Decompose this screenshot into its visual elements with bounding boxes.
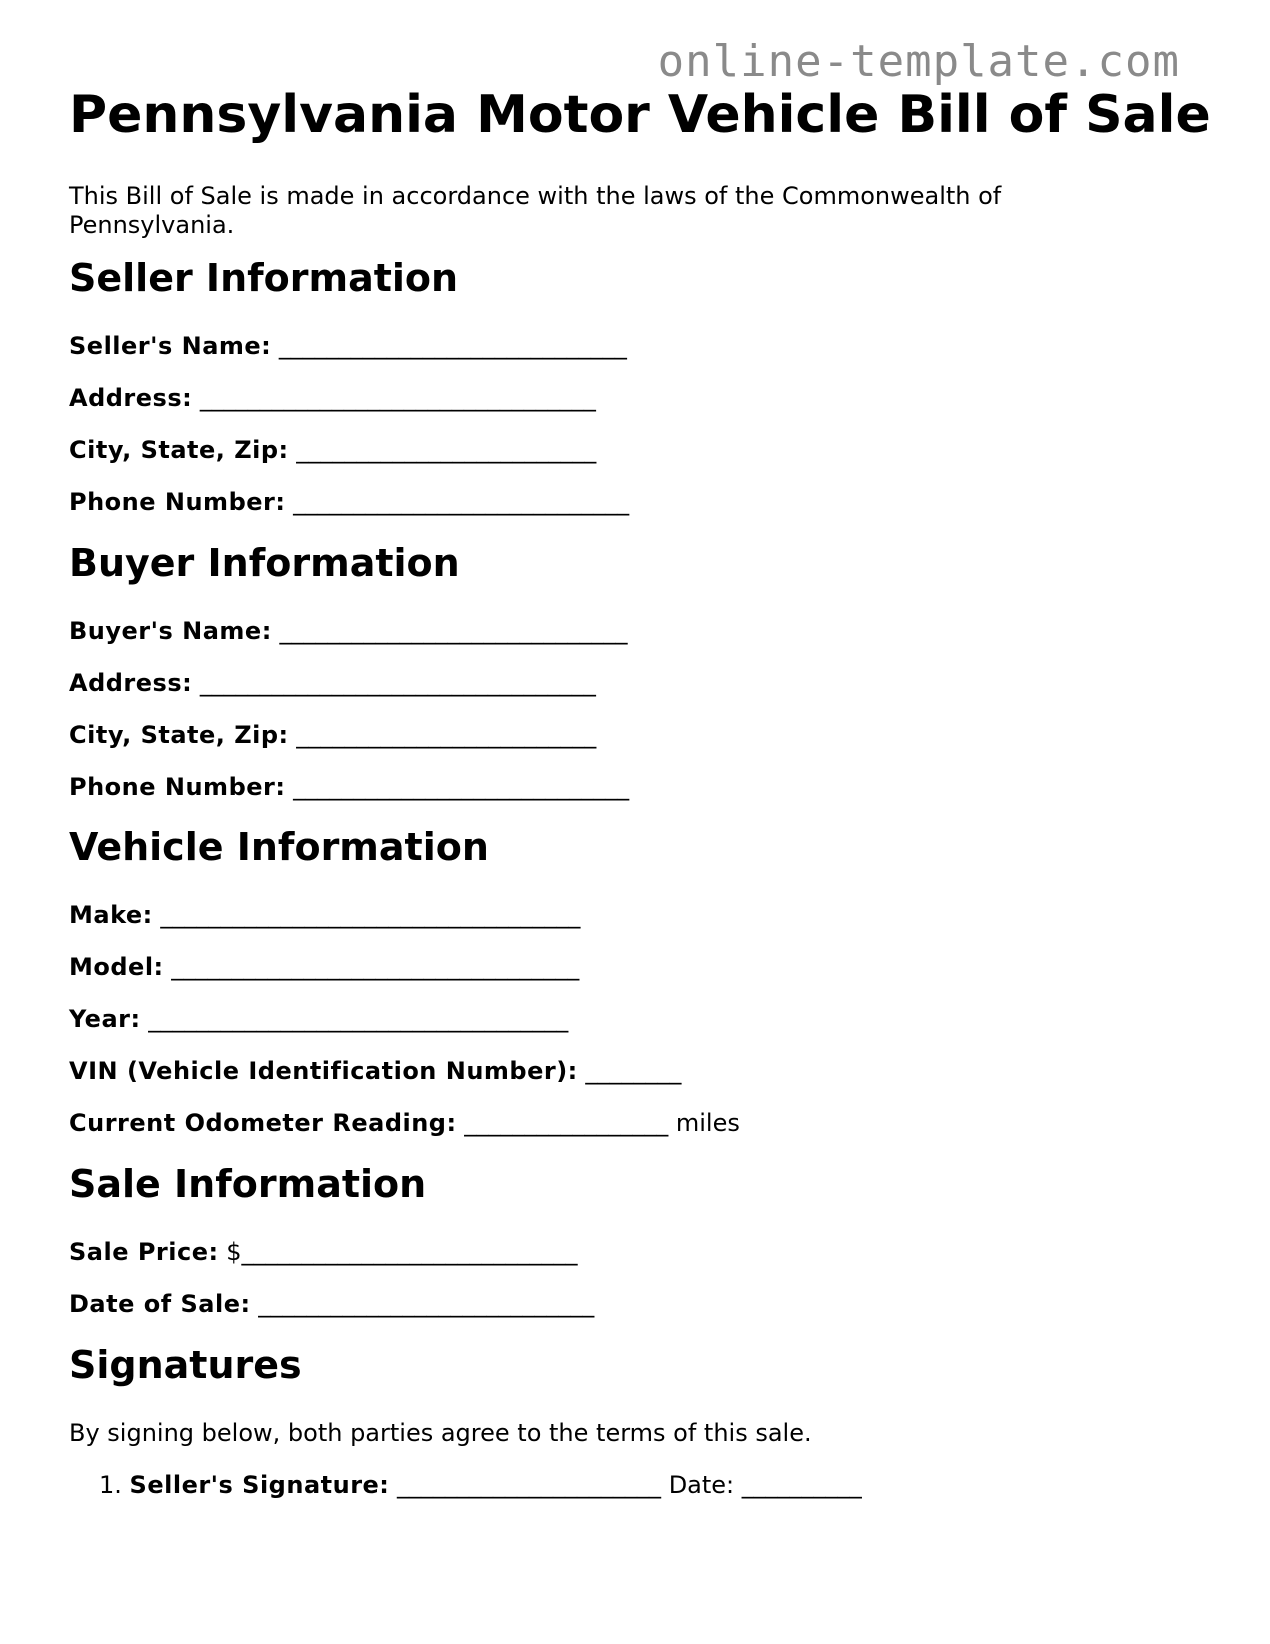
sale-date-label: Date of Sale: — [69, 1290, 251, 1318]
vehicle-model-label: Model: — [69, 953, 164, 981]
intro-text: This Bill of Sale is made in accordance with the laws of the Commonwealth of Pennsylvania. — [69, 182, 1002, 239]
seller-phone-field[interactable] — [69, 487, 629, 517]
seller-address-label: Address: — [69, 384, 193, 412]
seller-phone-label: Phone Number: — [69, 488, 286, 516]
seller-city-field[interactable] — [69, 435, 596, 465]
document-title: Pennsylvania Motor Vehicle Bill of Sale — [69, 85, 1211, 145]
seller-address-blank[interactable]: _________________________________ — [199, 384, 596, 412]
vehicle-year-field[interactable] — [69, 1004, 568, 1034]
buyer-city-blank[interactable]: _________________________ — [296, 721, 597, 749]
vehicle-vin-blank[interactable]: ________ — [585, 1057, 682, 1085]
vehicle-odometer-blank[interactable]: _________________ — [464, 1109, 669, 1137]
signatures-statement: By signing below, both parties agree to the terms of this sale. — [69, 1419, 812, 1447]
seller-name-label: Seller's Name: — [69, 332, 272, 360]
sale-price-field[interactable] — [69, 1237, 578, 1267]
sale-heading: Sale Information — [69, 1162, 427, 1206]
seller-name-field[interactable] — [69, 331, 627, 361]
seller-name-blank[interactable]: _____________________________ — [278, 332, 627, 360]
vehicle-vin-field[interactable] — [69, 1056, 681, 1086]
buyer-address-blank[interactable]: _________________________________ — [199, 669, 596, 697]
buyer-name-blank[interactable]: _____________________________ — [279, 617, 628, 645]
vehicle-odometer-field[interactable] — [69, 1108, 740, 1138]
vehicle-odometer-label: Current Odometer Reading: — [69, 1109, 457, 1137]
sale-date-blank[interactable]: ____________________________ — [258, 1290, 595, 1318]
vehicle-heading: Vehicle Information — [69, 825, 489, 869]
vehicle-make-field[interactable] — [69, 900, 580, 930]
vehicle-make-label: Make: — [69, 901, 153, 929]
vehicle-vin-label: VIN (Vehicle Identification Number): — [69, 1057, 578, 1085]
watermark: online-template.com — [657, 36, 1180, 87]
buyer-phone-blank[interactable]: ____________________________ — [293, 773, 630, 801]
vehicle-odometer-unit: miles — [675, 1109, 740, 1137]
vehicle-model-field[interactable] — [69, 952, 579, 982]
seller-address-field[interactable] — [69, 383, 596, 413]
signatures-heading: Signatures — [69, 1343, 302, 1387]
vehicle-model-blank[interactable]: __________________________________ — [171, 953, 580, 981]
buyer-address-label: Address: — [69, 669, 193, 697]
seller-city-label: City, State, Zip: — [69, 436, 289, 464]
buyer-city-field[interactable] — [69, 720, 596, 750]
buyer-phone-field[interactable] — [69, 772, 629, 802]
buyer-name-label: Buyer's Name: — [69, 617, 272, 645]
signature-date-label: Date: — [668, 1471, 735, 1499]
sale-date-field[interactable] — [69, 1289, 594, 1319]
seller-signature-item[interactable] — [99, 1470, 862, 1500]
sale-price-blank[interactable]: ____________________________ — [241, 1238, 578, 1266]
buyer-phone-label: Phone Number: — [69, 773, 286, 801]
seller-heading: Seller Information — [69, 256, 459, 300]
vehicle-year-blank[interactable]: ___________________________________ — [148, 1005, 569, 1033]
sale-price-label: Sale Price: — [69, 1238, 219, 1266]
buyer-heading: Buyer Information — [69, 541, 460, 585]
vehicle-year-label: Year: — [69, 1005, 141, 1033]
vehicle-make-blank[interactable]: ___________________________________ — [160, 901, 581, 929]
seller-signature-blank[interactable]: ______________________ — [397, 1471, 662, 1499]
signature-date-blank[interactable]: __________ — [741, 1471, 862, 1499]
seller-phone-blank[interactable]: ____________________________ — [293, 488, 630, 516]
buyer-address-field[interactable] — [69, 668, 596, 698]
seller-signature-label: Seller's Signature: — [129, 1471, 390, 1499]
sale-price-currency: $ — [226, 1238, 242, 1266]
buyer-city-label: City, State, Zip: — [69, 721, 289, 749]
buyer-name-field[interactable] — [69, 616, 627, 646]
seller-city-blank[interactable]: _________________________ — [296, 436, 597, 464]
list-number: 1. — [99, 1471, 122, 1499]
